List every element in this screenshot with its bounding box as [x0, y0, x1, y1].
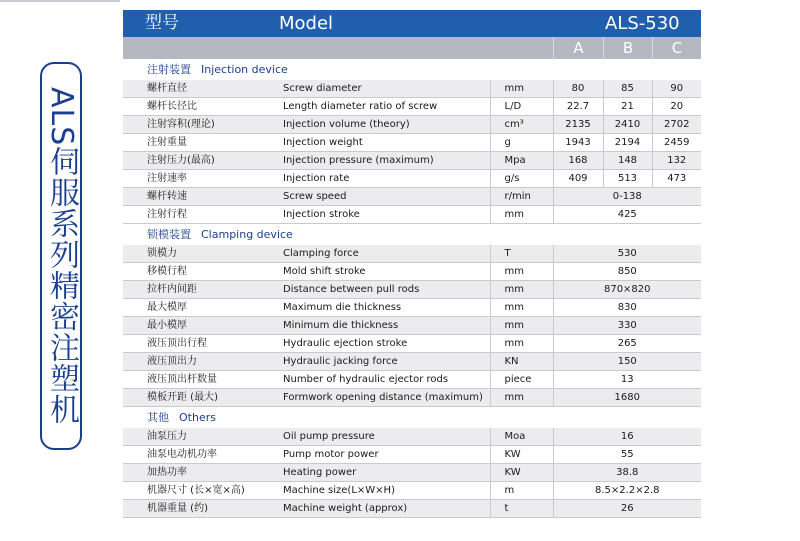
param-name-en: Heating power: [283, 464, 490, 482]
section-title-en: Others: [179, 411, 216, 424]
param-name-cn: 螺杆转速: [123, 188, 283, 206]
section-title-cn: 注射装置: [147, 63, 191, 76]
param-value: 38.8: [553, 464, 701, 482]
param-value: 530: [553, 245, 701, 263]
param-name-en: Mold shift stroke: [283, 263, 490, 281]
spec-table: [123, 80, 701, 224]
param-name-cn: 锁模力: [123, 245, 283, 263]
param-name-en: Maximum die thickness: [283, 299, 490, 317]
table-row: [123, 464, 701, 482]
param-name-cn: 液压顶出杆数量: [123, 371, 283, 389]
section-title-cn: 其他: [147, 411, 169, 424]
param-value-b: 513: [603, 170, 652, 188]
param-name-cn: 拉杆内间距: [123, 281, 283, 299]
param-value-a: 22.7: [553, 98, 603, 116]
param-value: 55: [553, 446, 701, 464]
param-unit: T: [490, 245, 553, 263]
table-row: [123, 263, 701, 281]
param-name-cn: 机器尺寸 (长×宽×高): [123, 482, 283, 500]
param-name-cn: 注射行程: [123, 206, 283, 224]
param-unit: mm: [490, 317, 553, 335]
param-value: 1680: [553, 389, 701, 407]
param-name-en: Screw diameter: [283, 80, 490, 98]
param-name-cn: 螺杆长径比: [123, 98, 283, 116]
table-row: [123, 428, 701, 446]
param-name-cn: 模板开距 (最大): [123, 389, 283, 407]
table-row: [123, 317, 701, 335]
param-name-cn: 机器重量 (约): [123, 500, 283, 518]
header-en: Model: [279, 13, 334, 34]
table-row: [123, 80, 701, 98]
column-b: B: [603, 37, 652, 59]
param-value: 830: [553, 299, 701, 317]
param-name-cn: 注射容积(理论): [123, 116, 283, 134]
param-name-cn: 最大模厚: [123, 299, 283, 317]
param-unit: mm: [490, 80, 553, 98]
param-unit: m: [490, 482, 553, 500]
param-unit: mm: [490, 281, 553, 299]
param-name-en: Hydraulic ejection stroke: [283, 335, 490, 353]
param-unit: L/D: [490, 98, 553, 116]
table-row: [123, 446, 701, 464]
param-value: 16: [553, 428, 701, 446]
param-value: 13: [553, 371, 701, 389]
table-row: [123, 116, 701, 134]
param-name-cn: 液压顶出力: [123, 353, 283, 371]
param-value: 425: [553, 206, 701, 224]
table-row: [123, 281, 701, 299]
spec-table: [123, 428, 701, 518]
param-name-en: Injection weight: [283, 134, 490, 152]
param-name-cn: 液压顶出行程: [123, 335, 283, 353]
param-value-c: 20: [652, 98, 701, 116]
param-name-cn: 加热功率: [123, 464, 283, 482]
param-value: 265: [553, 335, 701, 353]
param-name-en: Injection volume (theory): [283, 116, 490, 134]
side-title: ALS伺服系列精密注塑机: [44, 86, 79, 426]
param-name-en: Length diameter ratio of screw: [283, 98, 490, 116]
param-name-cn: 移模行程: [123, 263, 283, 281]
param-name-en: Injection rate: [283, 170, 490, 188]
param-name-cn: 最小模厚: [123, 317, 283, 335]
param-unit: mm: [490, 335, 553, 353]
table-row: [123, 335, 701, 353]
param-value: 850: [553, 263, 701, 281]
section-heading: [123, 59, 701, 80]
param-value-c: 132: [652, 152, 701, 170]
param-unit: mm: [490, 389, 553, 407]
param-unit: mm: [490, 263, 553, 281]
param-name-cn: 注射压力(最高): [123, 152, 283, 170]
param-value-a: 2135: [553, 116, 603, 134]
param-name-cn: 油泵压力: [123, 428, 283, 446]
param-value-b: 148: [603, 152, 652, 170]
param-unit: r/min: [490, 188, 553, 206]
param-unit: g/s: [490, 170, 553, 188]
param-value-c: 90: [652, 80, 701, 98]
param-unit: Moa: [490, 428, 553, 446]
param-value: 8.5×2.2×2.8: [553, 482, 701, 500]
param-value: 0-138: [553, 188, 701, 206]
param-name-en: Clamping force: [283, 245, 490, 263]
param-name-en: Hydraulic jacking force: [283, 353, 490, 371]
param-unit: KN: [490, 353, 553, 371]
table-row: [123, 371, 701, 389]
param-value-b: 21: [603, 98, 652, 116]
table-row: [123, 134, 701, 152]
spec-table: [123, 245, 701, 407]
model-header: [123, 10, 701, 37]
param-value-b: 2194: [603, 134, 652, 152]
table-row: [123, 389, 701, 407]
param-name-en: Pump motor power: [283, 446, 490, 464]
param-unit: cm³: [490, 116, 553, 134]
param-name-cn: 注射重量: [123, 134, 283, 152]
header-cn: 型号: [145, 13, 179, 33]
param-value-a: 168: [553, 152, 603, 170]
param-unit: mm: [490, 206, 553, 224]
section-title-en: Injection device: [201, 63, 288, 76]
table-row: [123, 188, 701, 206]
table-row: [123, 170, 701, 188]
param-name-en: Distance between pull rods: [283, 281, 490, 299]
param-name-en: Number of hydraulic ejector rods: [283, 371, 490, 389]
model-name: ALS-530: [605, 13, 680, 34]
column-c: C: [652, 37, 701, 59]
table-row: [123, 482, 701, 500]
param-value-a: 1943: [553, 134, 603, 152]
param-name-en: Machine size(L×W×H): [283, 482, 490, 500]
section-heading: [123, 407, 701, 428]
param-value-a: 80: [553, 80, 603, 98]
param-name-en: Injection pressure (maximum): [283, 152, 490, 170]
param-value-b: 2410: [603, 116, 652, 134]
param-name-en: Formwork opening distance (maximum): [283, 389, 490, 407]
table-row: [123, 98, 701, 116]
param-unit: Mpa: [490, 152, 553, 170]
section-heading: [123, 224, 701, 245]
param-name-en: Screw speed: [283, 188, 490, 206]
param-value: 870×820: [553, 281, 701, 299]
table-row: [123, 206, 701, 224]
param-name-en: Minimum die thickness: [283, 317, 490, 335]
param-name-cn: 注射速率: [123, 170, 283, 188]
param-value-a: 409: [553, 170, 603, 188]
column-a: A: [553, 37, 603, 59]
spec-sheet: [123, 10, 701, 518]
param-value: 330: [553, 317, 701, 335]
param-value: 150: [553, 353, 701, 371]
param-value-c: 2459: [652, 134, 701, 152]
param-unit: mm: [490, 299, 553, 317]
param-value-c: 2702: [652, 116, 701, 134]
param-unit: t: [490, 500, 553, 518]
table-row: [123, 500, 701, 518]
column-header: [123, 37, 701, 59]
table-row: [123, 152, 701, 170]
section-title-en: Clamping device: [201, 228, 293, 241]
param-name-en: Machine weight (approx): [283, 500, 490, 518]
side-title-frame: [40, 62, 82, 450]
param-name-cn: 油泵电动机功率: [123, 446, 283, 464]
spec-sections: [123, 59, 701, 518]
param-name-cn: 螺杆直径: [123, 80, 283, 98]
table-row: [123, 245, 701, 263]
param-unit: KW: [490, 464, 553, 482]
table-row: [123, 299, 701, 317]
param-name-en: Oil pump pressure: [283, 428, 490, 446]
table-row: [123, 353, 701, 371]
param-value-c: 473: [652, 170, 701, 188]
section-title-cn: 锁模装置: [147, 228, 191, 241]
param-unit: piece: [490, 371, 553, 389]
param-unit: g: [490, 134, 553, 152]
param-value: 26: [553, 500, 701, 518]
top-divider: [0, 0, 120, 2]
param-value-b: 85: [603, 80, 652, 98]
param-name-en: Injection stroke: [283, 206, 490, 224]
param-unit: KW: [490, 446, 553, 464]
